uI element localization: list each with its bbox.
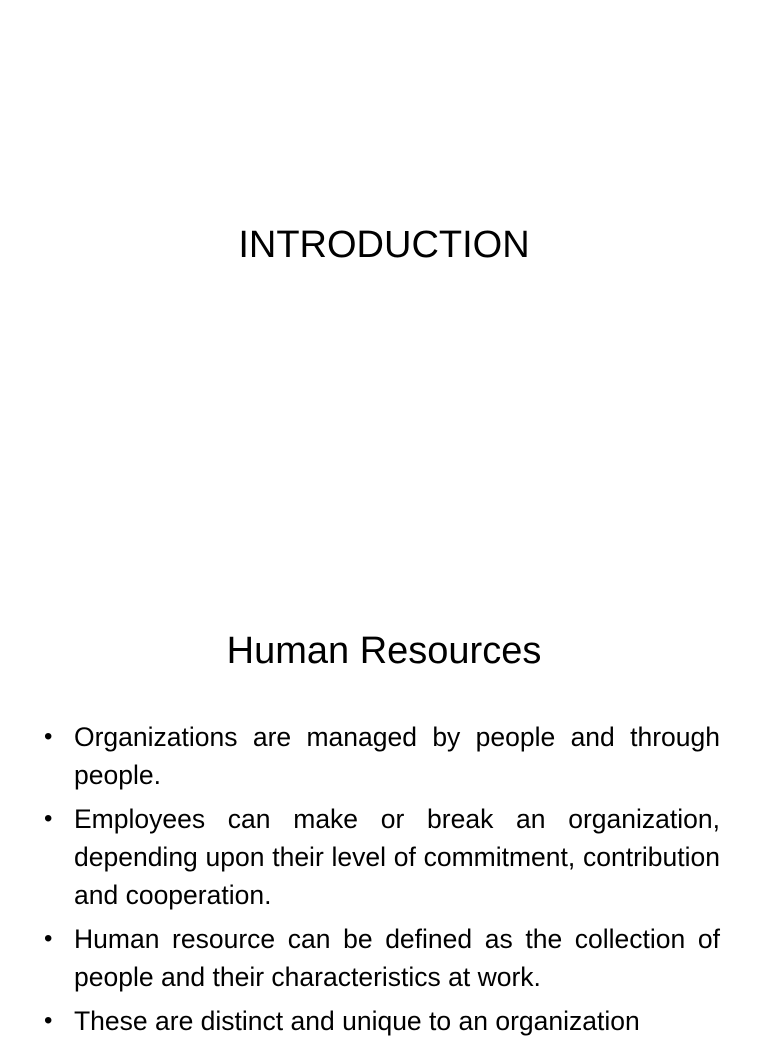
bullet-text: These are distinct and unique to an organization [74,1006,640,1036]
bullet-text: Organizations are managed by people and through people. [74,722,720,790]
slide-title: INTRODUCTION [238,224,530,266]
bullet-dot-icon: • [44,805,53,832]
bullet-list [44,718,720,1046]
bullet-dot-icon: • [44,723,53,750]
bullet-text: Employees can make or break an organization, depending upon their level of commitment, contribution and cooperation. [74,804,720,910]
bullet-item [44,718,720,794]
bullet-item [44,1002,720,1040]
bullet-dot-icon: • [44,1007,53,1034]
bullet-dot-icon: • [44,925,53,952]
slide-title: Human Resources [226,630,542,672]
slide-human-resources [0,576,768,1036]
bullet-text: Human resource can be defined as the collection of people and their characteristics at work. [74,924,720,992]
bullet-item [44,920,720,996]
bullet-item [44,800,720,914]
